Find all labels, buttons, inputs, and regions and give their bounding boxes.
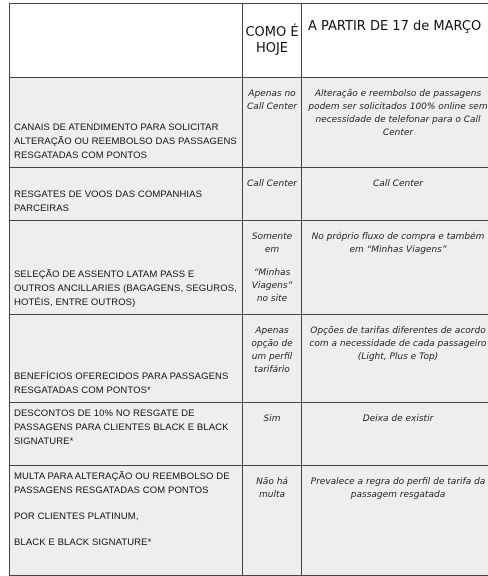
header-row [10,4,488,78]
today-value-line-2: “Minhas Viagens” no site [246,267,298,306]
today-value [243,221,302,315]
today-value: Apenas no Call Center [243,78,302,168]
row-label-line-2: POR CLIENTES PLATINUM, [14,510,238,524]
from-march-value: Prevalece a regra do perfil de tarifa da passagem resgatada [302,466,488,576]
from-march-value: Alteração e reembolso de passagens podem ser solicitados 100% online sem necessidade de telefonar para o Call Center [302,78,488,168]
row-label: RESGATES DE VOOS DAS COMPANHIAS PARCEIRAS [10,168,243,221]
row-label: BENEFÍCIOS OFERECIDOS PARA PASSAGENS RESGATADAS COM PONTOS* [10,315,243,403]
table-row [10,315,488,403]
table-row [10,168,488,221]
today-value: Sim [243,403,302,466]
from-march-value: Call Center [302,168,488,221]
row-label: SELEÇÃO DE ASSENTO LATAM PASS E OUTROS ANCILLARIES (BAGAGENS, SEGUROS, HOTÉIS, ENTRE OUTROS) [10,221,243,315]
comparison-table-wrapper [9,3,485,576]
today-value: Não há multa [243,466,302,576]
table-row [10,78,488,168]
header-today: COMO É HOJE [243,4,302,78]
header-from-march: A PARTIR DE 17 de MARÇO [302,4,488,78]
table-row [10,403,488,466]
row-label-line-3: BLACK E BLACK SIGNATURE* [14,536,238,550]
from-march-value: Opções de tarifas diferentes de acordo com a necessidade de cada passageiro (Light, Plus e Top) [302,315,488,403]
header-empty-cell [10,4,243,78]
today-value: Apenas opção de um perfil tarifário [243,315,302,403]
table-row [10,221,488,315]
row-label: DESCONTOS DE 10% NO RESGATE DE PASSAGENS PARA CLIENTES BLACK E BLACK SIGNATURE* [10,403,243,466]
today-value: Call Center [243,168,302,221]
row-label-line-1: MULTA PARA ALTERAÇÃO OU REEMBOLSO DE PASSAGENS RESGATADAS COM PONTOS [14,470,238,498]
row-label [10,466,243,576]
today-value-line-1: Somente em [246,231,298,257]
table-row [10,466,488,576]
from-march-value: No próprio fluxo de compra e também em “Minhas Viagens” [302,221,488,315]
row-label: CANAIS DE ATENDIMENTO PARA SOLICITAR ALTERAÇÃO OU REEMBOLSO DAS PASSAGENS RESGATADAS COM PONTOS [10,78,243,168]
from-march-value: Deixa de existir [302,403,488,466]
comparison-table [9,3,488,576]
